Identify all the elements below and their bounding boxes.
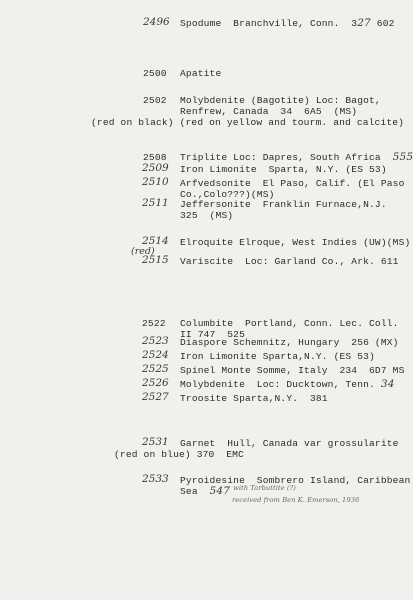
catalog-number: 2531 [142,436,169,448]
entry-text: 325 (MS) [180,210,234,221]
handwritten-note: (red) [131,246,155,257]
catalog-number: 2526 [142,377,169,389]
entry-text: Molybdenite (Bagotite) Loc: Bagot, [180,95,381,106]
handwritten-number: 34 [380,378,395,390]
catalog-number: 2509 [142,162,169,174]
entry-text: Renfrew, Canada 34 6A5 (MS) [180,106,358,117]
catalog-number: 2511 [142,197,169,209]
catalog-number: 2508 [143,152,167,163]
entry-note: (red on black) (red on yellow and tourm. and calcite) [91,117,405,128]
entry-text: Troosite Sparta,N.Y. 381 [180,393,328,404]
catalog-number: 2496 [143,16,170,28]
entry-text: Spinel Monte Somme, Italy 234 6D7 MS [180,365,405,376]
entry-text: Arfvedsonite El Paso, Calif. (El Paso [180,178,405,189]
handwritten-number: 27 [357,17,371,29]
catalog-number: 2533 [142,473,169,485]
handwritten-number: 547 [209,485,231,497]
entry-text: Triplite Loc: Dapres, South Africa 555 [180,151,413,163]
entry-text: Jeffersonite Franklin Furnace,N.J. [180,199,387,210]
catalog-number: 2525 [142,363,169,375]
entry-text: Columbite Portland, Conn. Lec. Coll. [180,318,399,329]
handwritten-note: with Tarbuttite (?) [233,484,296,492]
catalog-number: 2515 [142,254,169,266]
entry-text: Spodume Branchville, Conn. 327 602 [180,17,395,29]
entry-text: Elroquite Elroque, West Indies (UW)(MS) [180,237,411,248]
catalog-number: 2524 [142,349,169,361]
catalog-number: 2500 [143,68,167,79]
entry-text: Sea 547 [180,485,231,497]
entry-text: Pyroidesine Sombrero Island, Caribbean [180,475,411,486]
entry-text: Variscite Loc: Garland Co., Ark. 611 [180,256,399,267]
catalog-number: 2522 [142,318,166,329]
catalog-number: 2527 [142,391,169,403]
entry-text: Molybdenite Loc: Ducktown, Tenn. 34 [180,378,395,390]
catalog-number: 2502 [143,95,167,106]
entry-text: Diaspore Schemnitz, Hungary 256 (MX) [180,337,399,348]
entry-text: Iron Limonite Sparta, N.Y. (ES 53) [180,164,387,175]
handwritten-note: received from Ben K. Emerson, 1936 [232,496,360,504]
entry-text: Apatite [180,68,222,79]
entry-text: Co.,Colo???)(MS) [180,189,275,200]
entry-text: Garnet Hull, Canada var grossularite [180,438,399,449]
entry-text: (red on blue) 370 EMC [114,449,244,460]
catalog-number: 2514 [142,235,169,247]
catalog-number: 2510 [142,176,169,188]
catalog-number: 2523 [142,335,169,347]
entry-text: Iron Limonite Sparta,N.Y. (ES 53) [180,351,375,362]
entry-text: II 747 525 [180,329,245,340]
handwritten-number: 555 [392,151,413,163]
